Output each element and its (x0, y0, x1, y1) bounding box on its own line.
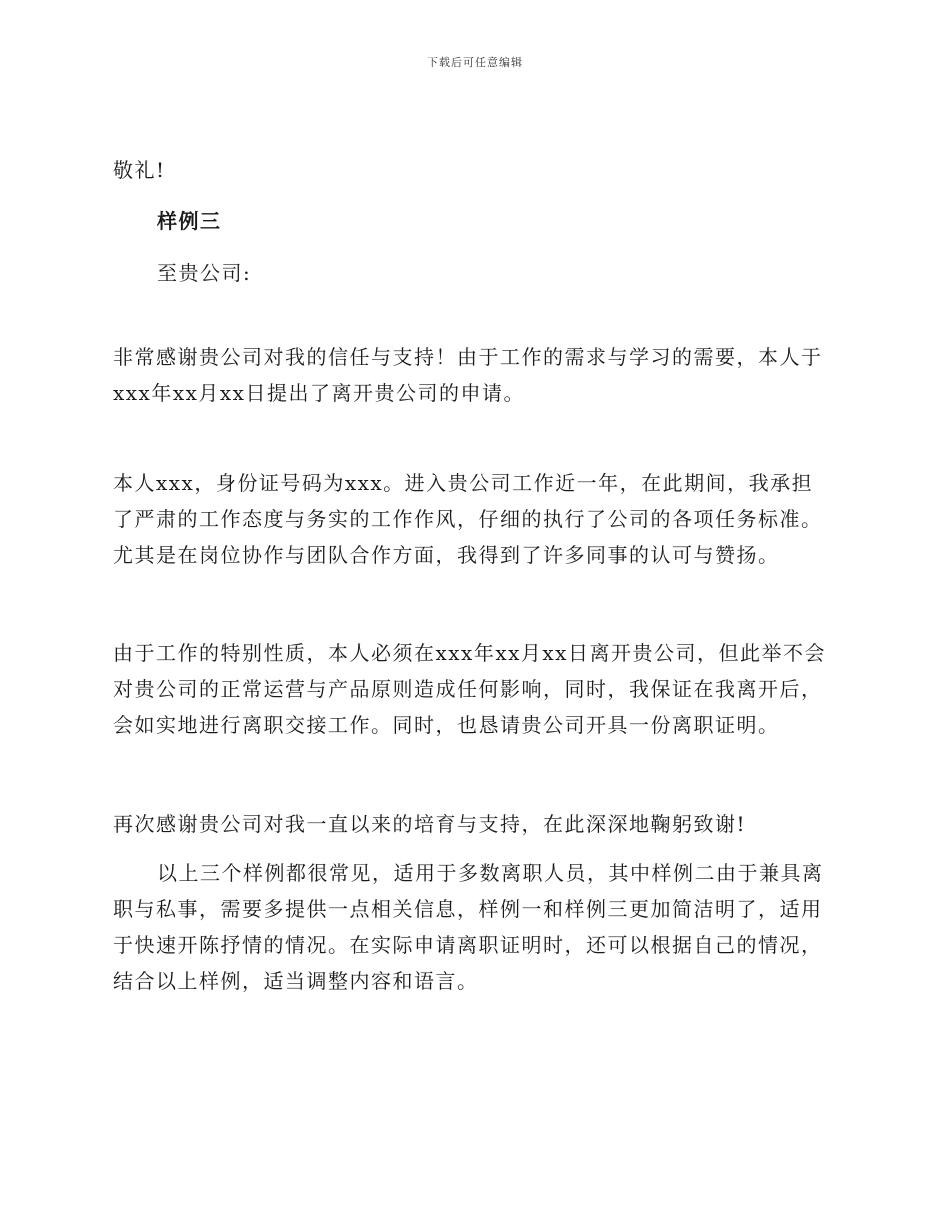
closing-line: 敬礼! (113, 158, 166, 182)
paragraph-identity: 本人xxx，身份证号码为xxx。进入贵公司工作近一年，在此期间，我承担了严肃的工作态度与务实的工作作风，仔细的执行了公司的各项任务标准。尤其是在岗位协作与团队合作方面，我得到了许多同事的认可与赞扬。 (113, 471, 823, 567)
paragraph-gratitude: 非常感谢贵公司对我的信任与支持！由于工作的需求与学习的需要，本人于xxx年xx月xx日提出了离开贵公司的申请。 (113, 345, 823, 405)
salutation: 至贵公司: (157, 261, 252, 285)
paragraph-thanks: 再次感谢贵公司对我一直以来的培育与支持，在此深深地鞠躬致谢! (113, 812, 747, 836)
sample-title: 样例三 (157, 209, 222, 233)
header-note: 下载后可任意编辑 (427, 56, 523, 69)
paragraph-summary: 以上三个样例都很常见，适用于多数离职人员，其中样例二由于兼具离职与私事，需要多提供一点相关信息，样例一和样例三更加简洁明了，适用于快速开陈抒情的情况。在实际申请离职证明时，还可以根据自己的情况，结合以上样例，适当调整内容和语言。 (113, 861, 824, 993)
paragraph-leave-reason: 由于工作的特别性质，本人必须在xxx年xx月xx日离开贵公司，但此举不会对贵公司的正常运营与产品原则造成任何影响，同时，我保证在我离开后，会如实地进行离职交接工作。同时，也恳请贵公司开具一份离职证明。 (113, 641, 826, 737)
